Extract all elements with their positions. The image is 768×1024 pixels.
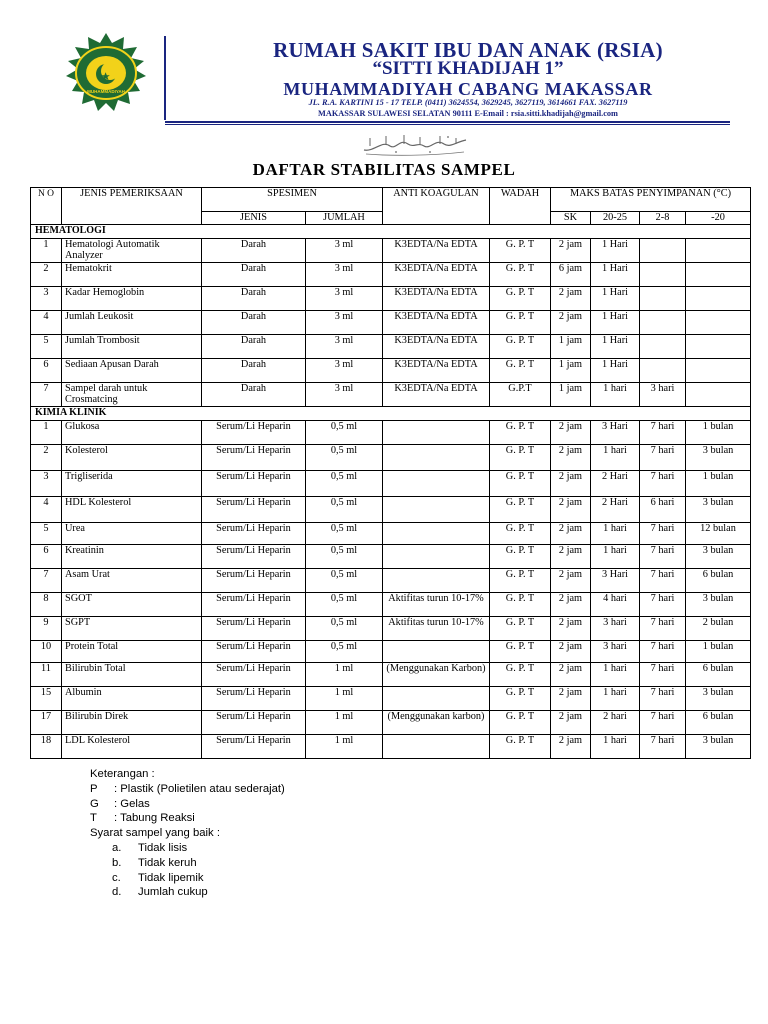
row-no: 5 (31, 523, 62, 545)
row-jumlah: 0,5 ml (306, 471, 383, 497)
row-sk: 2 jam (551, 311, 591, 335)
row-20-25: 1 hari (591, 523, 640, 545)
legend-item (90, 797, 285, 812)
row-minus-20: 3 bulan (686, 497, 751, 523)
syarat-key: d. (112, 886, 122, 899)
row-minus-20: 3 bulan (686, 593, 751, 617)
row-minus-20: 3 bulan (686, 545, 751, 569)
logo-text: MUHAMMADIYAH (87, 89, 125, 94)
row-20-25: 1 Hari (591, 287, 640, 311)
row-jumlah: 0,5 ml (306, 545, 383, 569)
row-no: 10 (31, 641, 62, 663)
table-row (31, 359, 751, 383)
row-jumlah: 3 ml (306, 239, 383, 263)
row-wadah: G.P.T (490, 383, 551, 407)
row-anti-koagulan (383, 497, 490, 523)
row-anti-koagulan: Aktifitas turun 10-17% (383, 593, 490, 617)
row-wadah: G. P. T (490, 287, 551, 311)
row-2-8 (640, 311, 686, 335)
row-wadah: G. P. T (490, 663, 551, 687)
row-no: 9 (31, 617, 62, 641)
hospital-name: RUMAH SAKIT IBU DAN ANAK (RSIA) (273, 38, 663, 62)
row-20-25: 1 hari (591, 663, 640, 687)
letterhead-rule-thin (165, 124, 730, 125)
row-jumlah: 3 ml (306, 311, 383, 335)
row-2-8: 6 hari (640, 497, 686, 523)
row-wadah: G. P. T (490, 687, 551, 711)
row-20-25: 1 Hari (591, 311, 640, 335)
row-wadah: G. P. T (490, 735, 551, 759)
row-sk: 2 jam (551, 711, 591, 735)
row-test: Hematokrit (62, 263, 202, 287)
row-20-25: 1 Hari (591, 359, 640, 383)
row-test: LDL Kolesterol (62, 735, 202, 759)
col-header-minus-20: -20 (686, 212, 751, 225)
row-minus-20 (686, 287, 751, 311)
syarat-text: Tidak lisis (138, 841, 188, 854)
row-no: 15 (31, 687, 62, 711)
row-no: 6 (31, 359, 62, 383)
row-2-8: 7 hari (640, 641, 686, 663)
row-sk: 1 jam (551, 383, 591, 407)
row-sk: 2 jam (551, 239, 591, 263)
table-row (31, 735, 751, 759)
row-jenis: Serum/Li Heparin (202, 545, 306, 569)
row-20-25: 2 Hari (591, 471, 640, 497)
row-jumlah: 0,5 ml (306, 497, 383, 523)
row-jumlah: 0,5 ml (306, 445, 383, 471)
hospital-address: JL. R.A. KARTINI 15 - 17 TELP. (0411) 3624554, 3629245, 3627119, 3614661 FAX. 3627119 (308, 98, 628, 107)
row-wadah: G. P. T (490, 311, 551, 335)
legend-item (90, 782, 285, 797)
table-row (31, 545, 751, 569)
row-jumlah: 0,5 ml (306, 523, 383, 545)
row-test: Kadar Hemoglobin (62, 287, 202, 311)
row-wadah: G. P. T (490, 263, 551, 287)
legend-key: T (90, 812, 97, 825)
syarat-text: Jumlah cukup (138, 886, 208, 899)
row-anti-koagulan (383, 545, 490, 569)
row-no: 1 (31, 239, 62, 263)
row-2-8: 7 hari (640, 617, 686, 641)
syarat-key: c. (112, 871, 121, 884)
row-sk: 2 jam (551, 287, 591, 311)
row-20-25: 3 hari (591, 641, 640, 663)
row-sk: 2 jam (551, 735, 591, 759)
row-wadah: G. P. T (490, 593, 551, 617)
row-test: Glukosa (62, 421, 202, 445)
row-jenis: Serum/Li Heparin (202, 663, 306, 687)
col-header-wadah: WADAH (490, 188, 551, 225)
row-jumlah: 3 ml (306, 383, 383, 407)
row-jumlah: 0,5 ml (306, 641, 383, 663)
row-sk: 2 jam (551, 421, 591, 445)
row-jenis: Serum/Li Heparin (202, 593, 306, 617)
section-header: HEMATOLOGI (31, 225, 751, 239)
table-row (31, 263, 751, 287)
row-no: 3 (31, 471, 62, 497)
row-no: 5 (31, 335, 62, 359)
row-sk: 2 jam (551, 445, 591, 471)
row-anti-koagulan: Aktifitas turun 10-17% (383, 617, 490, 641)
col-header-sk: SK (551, 212, 591, 225)
syarat-item (90, 871, 285, 886)
table-row (31, 311, 751, 335)
row-sk: 2 jam (551, 497, 591, 523)
row-test: Sediaan Apusan Darah (62, 359, 202, 383)
row-jumlah: 1 ml (306, 711, 383, 735)
col-header-maks-batas: MAKS BATAS PENYIMPANAN (°C) (551, 188, 751, 212)
row-no: 8 (31, 593, 62, 617)
row-wadah: G. P. T (490, 359, 551, 383)
col-header-anti-koagulan: ANTI KOAGULAN (383, 188, 490, 225)
row-minus-20 (686, 359, 751, 383)
row-no: 7 (31, 569, 62, 593)
document-title: DAFTAR STABILITAS SAMPEL (252, 160, 516, 179)
syarat-key: b. (112, 856, 122, 869)
row-20-25: 4 hari (591, 593, 640, 617)
row-minus-20: 1 bulan (686, 421, 751, 445)
row-20-25: 1 hari (591, 687, 640, 711)
row-20-25: 1 Hari (591, 239, 640, 263)
row-test: Urea (62, 523, 202, 545)
row-anti-koagulan: K3EDTA/Na EDTA (383, 335, 490, 359)
row-wadah: G. P. T (490, 239, 551, 263)
row-test: HDL Kolesterol (62, 497, 202, 523)
row-minus-20 (686, 311, 751, 335)
row-sk: 2 jam (551, 569, 591, 593)
row-wadah: G. P. T (490, 335, 551, 359)
row-minus-20: 6 bulan (686, 569, 751, 593)
syarat-heading: Syarat sampel yang baik : (90, 827, 220, 840)
row-minus-20: 3 bulan (686, 445, 751, 471)
row-minus-20 (686, 335, 751, 359)
row-minus-20 (686, 239, 751, 263)
row-sk: 2 jam (551, 617, 591, 641)
row-jenis: Darah (202, 311, 306, 335)
col-header-no: N O (31, 188, 62, 225)
row-sk: 2 jam (551, 641, 591, 663)
row-anti-koagulan: K3EDTA/Na EDTA (383, 239, 490, 263)
row-no: 1 (31, 421, 62, 445)
syarat-key: a. (112, 841, 122, 854)
row-test: SGOT (62, 593, 202, 617)
legend-text: : Gelas (114, 797, 150, 810)
row-jumlah: 3 ml (306, 335, 383, 359)
syarat-text: Tidak keruh (138, 856, 197, 869)
row-wadah: G. P. T (490, 711, 551, 735)
row-2-8: 7 hari (640, 687, 686, 711)
row-no: 17 (31, 711, 62, 735)
row-anti-koagulan: K3EDTA/Na EDTA (383, 359, 490, 383)
row-minus-20 (686, 263, 751, 287)
col-header-jenis-pemeriksaan: JENIS PEMERIKSAAN (62, 188, 202, 225)
row-wadah: G. P. T (490, 445, 551, 471)
table-row (31, 445, 751, 471)
row-sk: 1 jam (551, 335, 591, 359)
row-jenis: Darah (202, 359, 306, 383)
row-2-8: 7 hari (640, 593, 686, 617)
legend-key: P (90, 782, 98, 795)
table-row (31, 523, 751, 545)
col-header-spesimen: SPESIMEN (202, 188, 383, 212)
row-test: Jumlah Trombosit (62, 335, 202, 359)
syarat-item (90, 856, 285, 871)
row-no: 4 (31, 311, 62, 335)
row-wadah: G. P. T (490, 641, 551, 663)
row-wadah: G. P. T (490, 471, 551, 497)
row-minus-20: 6 bulan (686, 663, 751, 687)
legend-text: : Tabung Reaksi (114, 812, 195, 825)
row-sk: 2 jam (551, 545, 591, 569)
col-header-jumlah: JUMLAH (306, 212, 383, 225)
table-row (31, 383, 751, 407)
row-minus-20: 1 bulan (686, 471, 751, 497)
row-2-8: 7 hari (640, 471, 686, 497)
row-test: Jumlah Leukosit (62, 311, 202, 335)
row-anti-koagulan: K3EDTA/Na EDTA (383, 311, 490, 335)
row-jenis: Darah (202, 263, 306, 287)
row-wadah: G. P. T (490, 569, 551, 593)
row-sk: 2 jam (551, 523, 591, 545)
row-20-25: 1 Hari (591, 263, 640, 287)
row-jumlah: 1 ml (306, 687, 383, 711)
row-2-8: 7 hari (640, 545, 686, 569)
syarat-item (90, 885, 285, 900)
row-2-8: 7 hari (640, 569, 686, 593)
stability-table (30, 187, 751, 759)
row-jumlah: 0,5 ml (306, 569, 383, 593)
row-anti-koagulan (383, 641, 490, 663)
row-jumlah: 0,5 ml (306, 617, 383, 641)
table-row (31, 593, 751, 617)
row-wadah: G. P. T (490, 545, 551, 569)
row-2-8: 7 hari (640, 445, 686, 471)
row-no: 2 (31, 263, 62, 287)
row-minus-20: 2 bulan (686, 617, 751, 641)
row-sk: 2 jam (551, 663, 591, 687)
table-row (31, 663, 751, 687)
row-minus-20: 12 bulan (686, 523, 751, 545)
row-20-25: 1 hari (591, 445, 640, 471)
row-anti-koagulan (383, 523, 490, 545)
row-wadah: G. P. T (490, 617, 551, 641)
row-minus-20: 6 bulan (686, 711, 751, 735)
row-anti-koagulan: K3EDTA/Na EDTA (383, 263, 490, 287)
row-jenis: Serum/Li Heparin (202, 445, 306, 471)
table-row (31, 711, 751, 735)
row-jenis: Serum/Li Heparin (202, 497, 306, 523)
row-wadah: G. P. T (490, 421, 551, 445)
notes-heading: Keterangan : (90, 768, 155, 780)
row-test: Albumin (62, 687, 202, 711)
row-jenis: Darah (202, 287, 306, 311)
letterhead-rule (165, 121, 730, 123)
row-2-8 (640, 335, 686, 359)
row-jumlah: 1 ml (306, 663, 383, 687)
row-jenis: Darah (202, 383, 306, 407)
row-jumlah: 1 ml (306, 735, 383, 759)
row-wadah: G. P. T (490, 497, 551, 523)
row-wadah: G. P. T (490, 523, 551, 545)
row-20-25: 2 hari (591, 711, 640, 735)
row-2-8: 7 hari (640, 523, 686, 545)
row-anti-koagulan (383, 735, 490, 759)
row-test: Kolesterol (62, 445, 202, 471)
row-2-8: 7 hari (640, 711, 686, 735)
col-header-20-25: 20-25 (591, 212, 640, 225)
row-minus-20 (686, 383, 751, 407)
row-jumlah: 0,5 ml (306, 593, 383, 617)
row-test: Bilirubin Total (62, 663, 202, 687)
syarat-text: Tidak lipemik (138, 871, 204, 884)
row-test: Sampel darah untuk Crosmatcing (62, 383, 202, 407)
row-anti-koagulan (383, 471, 490, 497)
hospital-subname: “SITTI KHADIJAH 1” (372, 58, 564, 79)
row-jumlah: 0,5 ml (306, 421, 383, 445)
legend-key: G (90, 797, 99, 810)
row-test: Asam Urat (62, 569, 202, 593)
table-row (31, 287, 751, 311)
row-jumlah: 3 ml (306, 287, 383, 311)
row-anti-koagulan: (Menggunakan Karbon) (383, 663, 490, 687)
row-no: 11 (31, 663, 62, 687)
row-20-25: 3 hari (591, 617, 640, 641)
row-jumlah: 3 ml (306, 359, 383, 383)
row-2-8: 7 hari (640, 735, 686, 759)
row-anti-koagulan: K3EDTA/Na EDTA (383, 287, 490, 311)
row-2-8 (640, 287, 686, 311)
hospital-contact: MAKASSAR SULAWESI SELATAN 90111 E-Email : rsia.sitti.khadijah@gmail.com (318, 109, 618, 118)
row-sk: 6 jam (551, 263, 591, 287)
row-2-8: 7 hari (640, 663, 686, 687)
row-jumlah: 3 ml (306, 263, 383, 287)
table-row (31, 687, 751, 711)
table-row (31, 335, 751, 359)
row-jenis: Serum/Li Heparin (202, 569, 306, 593)
row-anti-koagulan (383, 421, 490, 445)
row-anti-koagulan: K3EDTA/Na EDTA (383, 383, 490, 407)
row-no: 18 (31, 735, 62, 759)
row-no: 7 (31, 383, 62, 407)
table-row (31, 497, 751, 523)
row-sk: 2 jam (551, 687, 591, 711)
row-no: 2 (31, 445, 62, 471)
row-jenis: Serum/Li Heparin (202, 641, 306, 663)
legend-item (90, 811, 285, 826)
row-20-25: 1 hari (591, 545, 640, 569)
row-no: 3 (31, 287, 62, 311)
row-20-25: 2 Hari (591, 497, 640, 523)
row-2-8 (640, 359, 686, 383)
row-jenis: Serum/Li Heparin (202, 421, 306, 445)
row-no: 4 (31, 497, 62, 523)
table-row (31, 239, 751, 263)
row-20-25: 1 hari (591, 735, 640, 759)
row-sk: 2 jam (551, 471, 591, 497)
row-test: Protein Total (62, 641, 202, 663)
row-jenis: Darah (202, 335, 306, 359)
row-jenis: Serum/Li Heparin (202, 711, 306, 735)
row-jenis: Serum/Li Heparin (202, 471, 306, 497)
row-minus-20: 3 bulan (686, 687, 751, 711)
syarat-item (90, 841, 285, 856)
row-anti-koagulan (383, 569, 490, 593)
muhammadiyah-logo-icon (52, 33, 160, 113)
table-row (31, 641, 751, 663)
table-row (31, 617, 751, 641)
bismillah-calligraphy-icon (360, 132, 470, 158)
row-jenis: Serum/Li Heparin (202, 735, 306, 759)
row-test: SGPT (62, 617, 202, 641)
row-sk: 2 jam (551, 593, 591, 617)
row-2-8: 7 hari (640, 421, 686, 445)
legend-text: : Plastik (Polietilen atau sederajat) (114, 782, 285, 795)
row-test: Hematologi Automatik Analyzer (62, 239, 202, 263)
col-header-2-8: 2-8 (640, 212, 686, 225)
row-2-8: 3 hari (640, 383, 686, 407)
row-20-25: 3 Hari (591, 569, 640, 593)
row-20-25: 1 Hari (591, 335, 640, 359)
row-minus-20: 1 bulan (686, 641, 751, 663)
row-jenis: Serum/Li Heparin (202, 523, 306, 545)
col-header-jenis: JENIS (202, 212, 306, 225)
row-no: 6 (31, 545, 62, 569)
row-20-25: 1 hari (591, 383, 640, 407)
row-jenis: Serum/Li Heparin (202, 617, 306, 641)
row-sk: 1 jam (551, 359, 591, 383)
hospital-organization: MUHAMMADIYAH CABANG MAKASSAR (283, 79, 653, 99)
letterhead-divider (164, 36, 166, 120)
section-header: KIMIA KLINIK (31, 407, 751, 421)
row-20-25: 3 Hari (591, 421, 640, 445)
table-row (31, 471, 751, 497)
row-2-8 (640, 239, 686, 263)
row-test: Trigliserida (62, 471, 202, 497)
table-row (31, 569, 751, 593)
row-anti-koagulan (383, 445, 490, 471)
row-jenis: Darah (202, 239, 306, 263)
row-2-8 (640, 263, 686, 287)
table-row (31, 421, 751, 445)
row-anti-koagulan (383, 687, 490, 711)
row-anti-koagulan: (Menggunakan karbon) (383, 711, 490, 735)
row-minus-20: 3 bulan (686, 735, 751, 759)
row-jenis: Serum/Li Heparin (202, 687, 306, 711)
row-test: Bilirubin Direk (62, 711, 202, 735)
row-test: Kreatinin (62, 545, 202, 569)
notes-section (90, 767, 285, 900)
